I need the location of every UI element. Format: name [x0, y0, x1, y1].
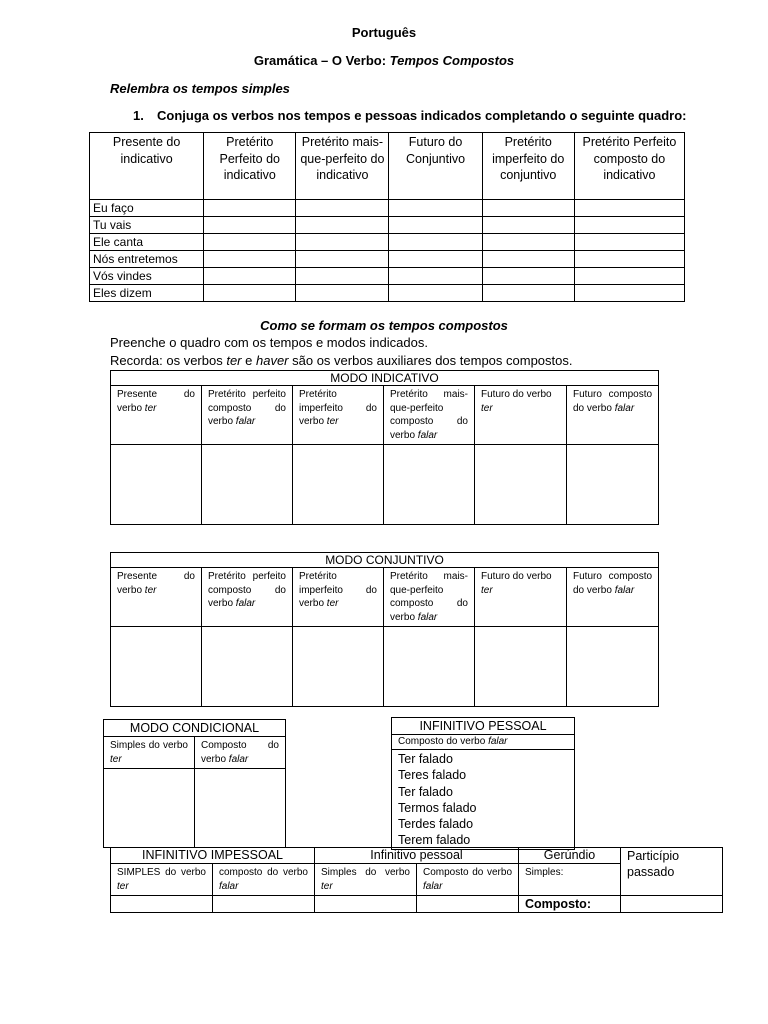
infinitivo-impessoal-title: INFINITIVO IMPESSOAL [111, 848, 315, 864]
table-row [90, 200, 685, 217]
table-header-row [90, 133, 685, 200]
blank-cell[interactable] [389, 251, 482, 268]
infinitivo-pessoal-sub: Composto do verbo falar [392, 735, 575, 750]
reminder-ter: ter [226, 353, 242, 368]
instruction-line: Preenche o quadro com os tempos e modos indicados. [110, 335, 428, 350]
blank-cell[interactable] [202, 445, 293, 525]
column-header: SIMPLES do verbo ter [111, 864, 213, 896]
column-header: Pretérito imperfeito do conjuntivo [482, 133, 574, 200]
column-header: Futuro do verbo ter [475, 568, 567, 627]
gerundio-simples-label: Simples: [519, 864, 621, 896]
blank-cell[interactable] [204, 200, 296, 217]
infinitivo-pessoal-title: INFINITIVO PESSOAL [392, 718, 575, 735]
blank-cell[interactable] [482, 200, 574, 217]
blank-cell[interactable] [389, 268, 482, 285]
reminder-line [110, 353, 572, 368]
column-header: Pretérito imperfeito do verbo ter [293, 386, 384, 445]
column-header: Pretérito perfeito composto do verbo falar [202, 568, 293, 627]
blank-cell[interactable] [475, 627, 567, 707]
column-header: composto do verbo falar [213, 864, 315, 896]
blank-cell[interactable] [384, 627, 475, 707]
blank-cell[interactable] [204, 251, 296, 268]
blank-cell[interactable] [621, 896, 723, 913]
column-header: Simples do verbo ter [104, 737, 195, 769]
indicativo-title: MODO INDICATIVO [111, 371, 659, 386]
list-item: Termos falado [398, 800, 477, 815]
column-header: Pretérito mais-que-perfeito do indicativo [296, 133, 389, 200]
question-text: Conjuga os verbos nos tempos e pessoas indicados completando o seguinte quadro: [157, 108, 687, 123]
blank-cell[interactable] [574, 268, 684, 285]
condicional-table [103, 719, 286, 848]
conjuntivo-table [110, 552, 659, 707]
question-number: 1. [133, 108, 144, 123]
column-header: Simples do verbo ter [315, 864, 417, 896]
blank-cell[interactable] [296, 285, 389, 302]
infinitivo-gerundio-table [110, 847, 723, 913]
blank-cell[interactable] [204, 285, 296, 302]
blank-cell[interactable] [417, 896, 519, 913]
blank-cell[interactable] [296, 217, 389, 234]
blank-cell[interactable] [213, 896, 315, 913]
blank-cell[interactable] [195, 769, 286, 848]
column-header: Presente do indicativo [90, 133, 204, 200]
gerundio-composto-label: Composto: [519, 896, 621, 913]
blank-cell[interactable] [475, 445, 567, 525]
blank-cell[interactable] [296, 234, 389, 251]
section-heading-compound: Como se formam os tempos compostos [260, 318, 508, 333]
blank-cell[interactable] [293, 627, 384, 707]
blank-cell[interactable] [296, 200, 389, 217]
blank-cell[interactable] [482, 217, 574, 234]
section-heading-simple-tenses: Relembra os tempos simples [110, 81, 290, 96]
column-header: Pretérito mais-que-perfeito composto do verbo falar [384, 386, 475, 445]
blank-cell[interactable] [111, 896, 213, 913]
topic-prefix: Gramática – O Verbo: [253, 53, 390, 68]
conjugation-table [89, 132, 685, 302]
blank-cell[interactable] [482, 234, 574, 251]
participio-title: Particípio passado [621, 848, 723, 896]
column-header: Pretérito Perfeito composto do indicativo [574, 133, 684, 200]
column-header: Composto do verbo falar [417, 864, 519, 896]
table-row [90, 217, 685, 234]
subject-title: Português [351, 25, 417, 40]
column-header: Composto do verbo falar [195, 737, 286, 769]
blank-cell[interactable] [389, 200, 482, 217]
blank-cell[interactable] [389, 285, 482, 302]
blank-cell[interactable] [567, 445, 659, 525]
indicativo-table [110, 370, 659, 525]
blank-cell[interactable] [574, 200, 684, 217]
table-row [90, 251, 685, 268]
blank-cell[interactable] [204, 268, 296, 285]
blank-cell[interactable] [202, 627, 293, 707]
reminder-haver: haver [255, 353, 289, 368]
blank-cell[interactable] [389, 234, 482, 251]
column-header: Pretérito imperfeito do verbo ter [293, 568, 384, 627]
conjuntivo-title: MODO CONJUNTIVO [111, 553, 659, 568]
topic-italic: Tempos Compostos [389, 53, 515, 68]
blank-cell[interactable] [482, 251, 574, 268]
blank-cell[interactable] [111, 445, 202, 525]
row-label: Eu faço [90, 200, 204, 217]
blank-cell[interactable] [111, 627, 202, 707]
gerundio-title: Gerúndio [519, 848, 621, 864]
row-label: Tu vais [90, 217, 204, 234]
blank-cell[interactable] [296, 268, 389, 285]
column-header: Presente do verbo ter [111, 386, 202, 445]
reminder-text-end: são os verbos auxiliares dos tempos compostos. [288, 353, 573, 368]
condicional-title: MODO CONDICIONAL [104, 720, 286, 737]
blank-cell[interactable] [574, 234, 684, 251]
list-item: Teres falado [398, 768, 467, 783]
row-label: Vós vindes [90, 268, 204, 285]
blank-cell[interactable] [574, 285, 684, 302]
table-row [90, 285, 685, 302]
row-label: Ele canta [90, 234, 204, 251]
reminder-text: Recorda: os verbos [110, 353, 227, 368]
blank-cell[interactable] [204, 234, 296, 251]
list-item: Terem falado [398, 833, 471, 848]
list-item: Ter falado [398, 752, 453, 766]
blank-cell[interactable] [567, 627, 659, 707]
infinitivo-pessoal-table [391, 717, 575, 850]
list-item: Ter falado [398, 784, 453, 799]
blank-cell[interactable] [574, 217, 684, 234]
column-header: Futuro do verbo ter [475, 386, 567, 445]
column-header: Presente do verbo ter [111, 568, 202, 627]
row-label: Eles dizem [90, 285, 204, 302]
blank-cell[interactable] [104, 769, 195, 848]
table-row [90, 234, 685, 251]
topic-title [0, 53, 768, 68]
column-header: Futuro composto do verbo falar [567, 386, 659, 445]
blank-cell[interactable] [574, 251, 684, 268]
column-header: Futuro do Conjuntivo [389, 133, 482, 200]
column-header: Pretérito Perfeito do indicativo [204, 133, 296, 200]
row-label: Nós entretemos [90, 251, 204, 268]
column-header: Futuro composto do verbo falar [567, 568, 659, 627]
table-row [90, 268, 685, 285]
infinitivo-pessoal-list [392, 750, 575, 850]
blank-cell[interactable] [482, 268, 574, 285]
blank-cell[interactable] [384, 445, 475, 525]
reminder-and: e [241, 353, 256, 368]
blank-cell[interactable] [482, 285, 574, 302]
list-item: Terdes falado [398, 817, 474, 832]
infinitivo-pessoal-title-2: Infinitivo pessoal [315, 848, 519, 864]
blank-cell[interactable] [293, 445, 384, 525]
column-header: Pretérito mais-que-perfeito composto do verbo falar [384, 568, 475, 627]
blank-cell[interactable] [315, 896, 417, 913]
column-header: Pretérito perfeito composto do verbo falar [202, 386, 293, 445]
blank-cell[interactable] [389, 217, 482, 234]
blank-cell[interactable] [204, 217, 296, 234]
blank-cell[interactable] [296, 251, 389, 268]
